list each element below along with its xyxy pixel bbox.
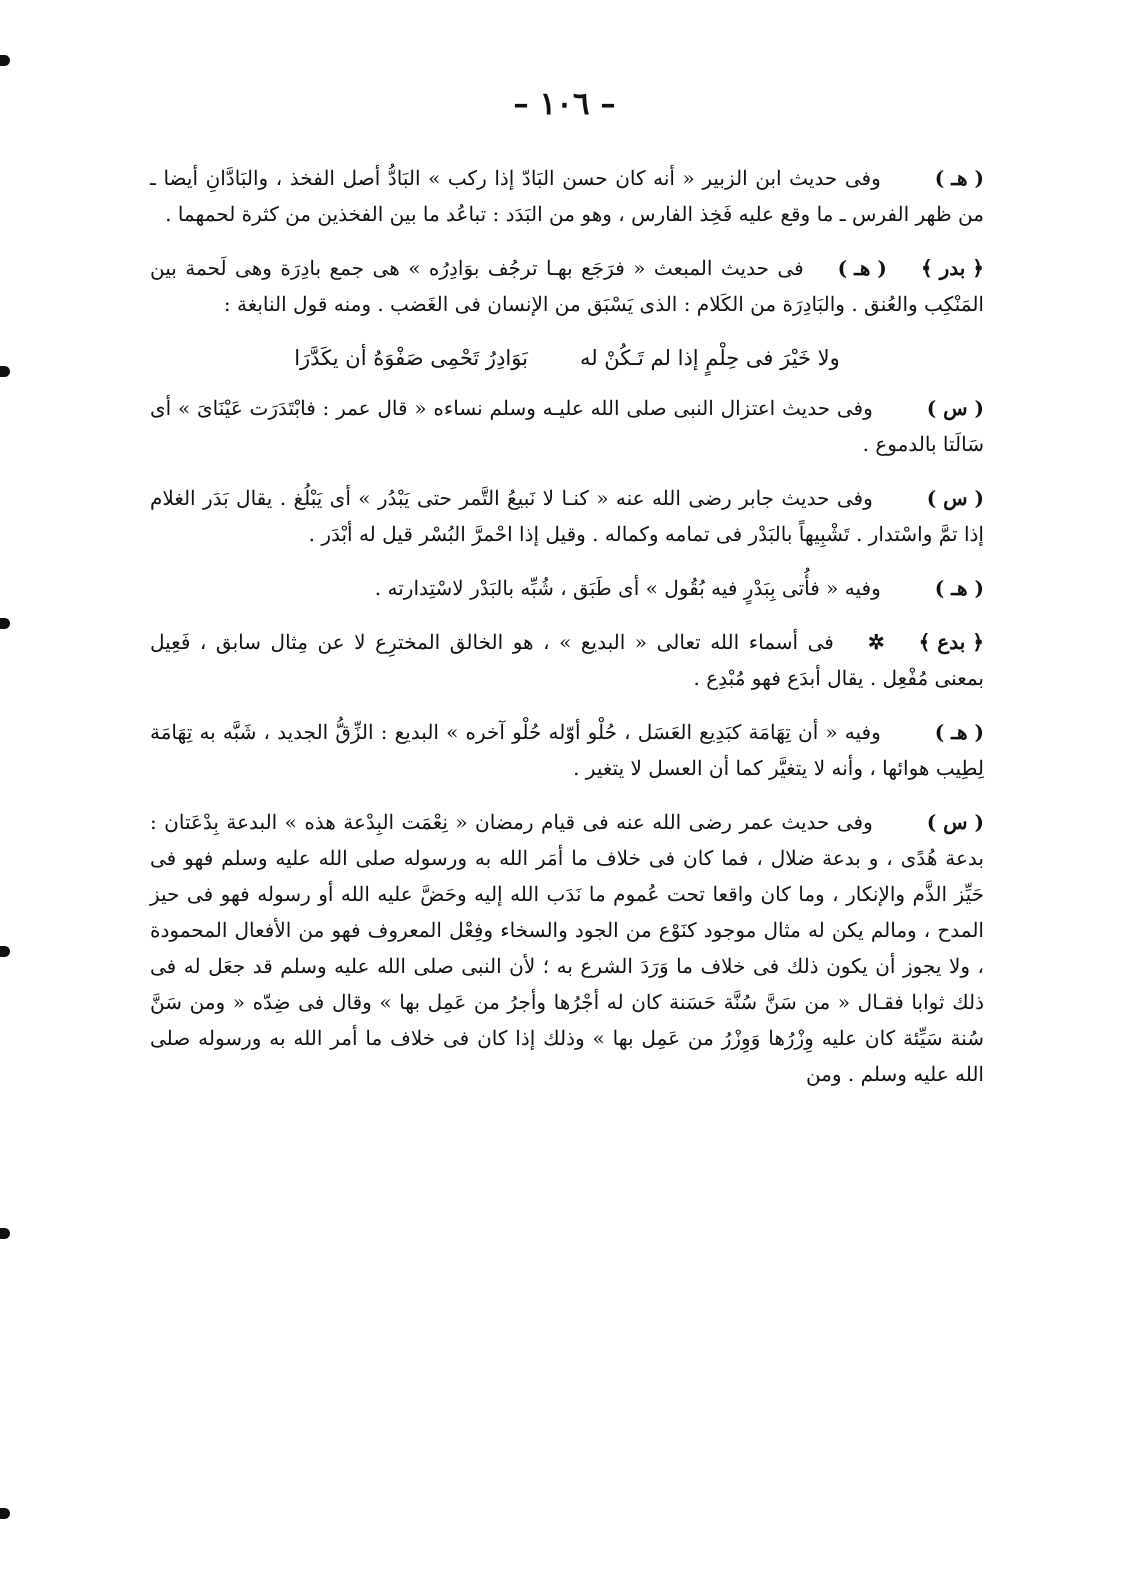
entry-marker: ( هـ ): [837, 256, 887, 280]
binding-mark: [0, 946, 10, 957]
entry-yabdur: [150, 480, 984, 552]
page-body: [150, 160, 984, 1110]
entry-text: وفى حديث اعتزال النبى صلى الله عليـه وسلم نساءه « قال عمر : فابْتَدَرَت عَيْنَاىَ » أى سَالَتا بالدموع .: [150, 396, 984, 456]
entry-marker: ( س ): [926, 396, 984, 420]
entry-marker: ( هـ ): [934, 166, 984, 190]
poem-verse: [150, 340, 984, 376]
root-word: ﴿ بدر ﴾: [920, 256, 984, 280]
page-number: – ١٠٦ –: [513, 86, 616, 122]
entry-bibadr: [150, 570, 984, 606]
entry-marker: ( س ): [926, 486, 984, 510]
entry-badd: [150, 160, 984, 232]
binding-mark: [0, 1508, 10, 1519]
entry-text: فى أسماء الله تعالى « البديع » ، هو الخالق المخترِع لا عن مِثال سابق ، فَعِيل بمعنى مُفْعِل . يقال أبدَع فهو مُبْدِع .: [150, 630, 984, 690]
entry-text: وفيه « أن تِهَامَة كبَدِيع العَسَل ، حُلْو أوّله حُلْو آخره » البديع : الزِّقُّ الجديد ، شَبَّه به تِهَامَة لِطِيب هوائها ، وأنه لا يتغيَّر كما أن العسل لا يتغير .: [150, 720, 984, 780]
verse-second-hemistich: بَوَادِرُ تَحْمِى صَفْوَهُ أن يكَدَّرَا: [294, 346, 528, 370]
binding-mark: [0, 1228, 10, 1239]
entry-bida: [150, 804, 984, 1092]
entry-text: وفى حديث ابن الزبير « أنه كان حسن البَادّ إذا ركب » البَادُّ أصل الفخذ ، والبَادَّانِ أيضا ـ من ظهر الفرس ـ ما وقع عليه فَخِذ الفارس ، وهو من البَدَد : تباعُد ما بين الفخذين من كثرة لحمهما .: [150, 166, 984, 226]
binding-mark: [0, 366, 10, 377]
binding-mark: [0, 618, 10, 629]
entry-marker: ( س ): [926, 810, 984, 834]
verse-first-hemistich: ولا خَيْرَ فى حِلْمٍ إذا لم تَـكُنْ له: [579, 346, 840, 370]
entry-text: وفى حديث جابر رضى الله عنه « كنـا لا نَبيعُ التَّمر حتى يَبْدُر » أى يَبْلُغ . يقال بَدَر الغلام إذا تمَّ واسْتدار . تَشْبِيهاً بالبَدْر فى تمامه وكماله . وقيل إذا احْمرَّ البُسْر قيل له أبْدَر .: [150, 486, 984, 546]
binding-mark: [0, 55, 10, 66]
entry-marker: ( هـ ): [934, 576, 984, 600]
star-icon: ✲: [867, 630, 885, 654]
entry-text: فى حديث المبعث « فرَجَع بهـا ترجُف بوَادِرُه » هى جمع بادِرَة وهى لَحمة بين المَنْكِب والعُنق . والبَادِرَة من الكَلام : الذى يَسْبَق من الإنسان فى الغَضب . ومنه قول النابغة :: [150, 256, 984, 316]
entry-text: وفى حديث عمر رضى الله عنه فى قيام رمضان « نِعْمَت البِدْعة هذه » البدعة بِدْعَتان : بدعة هُدًى ، و بدعة ضلال ، فما كان فى خلاف ما أمَر الله به ورسوله صلى الله عليه وسلم فهو فى حَيِّز الذَّم والإنكار ، وما كان واقعا تحت عُموم ما نَدَب الله إليه وحَضَّ عليه الله أو رسوله فهو فى حيز المدح ، ومالم يكن له مثال موجود كنَوْع من الجود والسخاء وفِعْل المعروف فهو من الأفعال المحمودة ، ولا يجوز أن يكون ذلك فى خلاف ما وَرَدَ الشرع به ؛ لأن النبى صلى الله عليه وسلم قد جعَل له فى ذلك ثوابا فقـال « من سَنَّ سُنَّة حَسَنة كان له أجْرُها وأجرُ من عَمِل بها » وقال فى ضِدّه « ومن سَنَّ سُنة سَيِّئة كان عليه وِزْرُها وَوِزْرُ من عَمِل بها » وذلك إذا كان فى خلاف ما أمر الله به ورسوله صلى الله عليه وسلم . ومن: [150, 810, 984, 1086]
entry-text: وفيه « فأُتى بِبَدْرٍ فيه بُقُول » أى طَبَق ، شُبِّه بالبَدْر لاسْتِدارته .: [374, 576, 881, 600]
entry-badr-root: [150, 250, 984, 322]
entry-badi: [150, 714, 984, 786]
entry-ibtadarat: [150, 390, 984, 462]
entry-marker: ( هـ ): [934, 720, 984, 744]
root-word: ﴿ بدع ﴾: [918, 630, 984, 654]
entry-bada-root: [150, 624, 984, 696]
